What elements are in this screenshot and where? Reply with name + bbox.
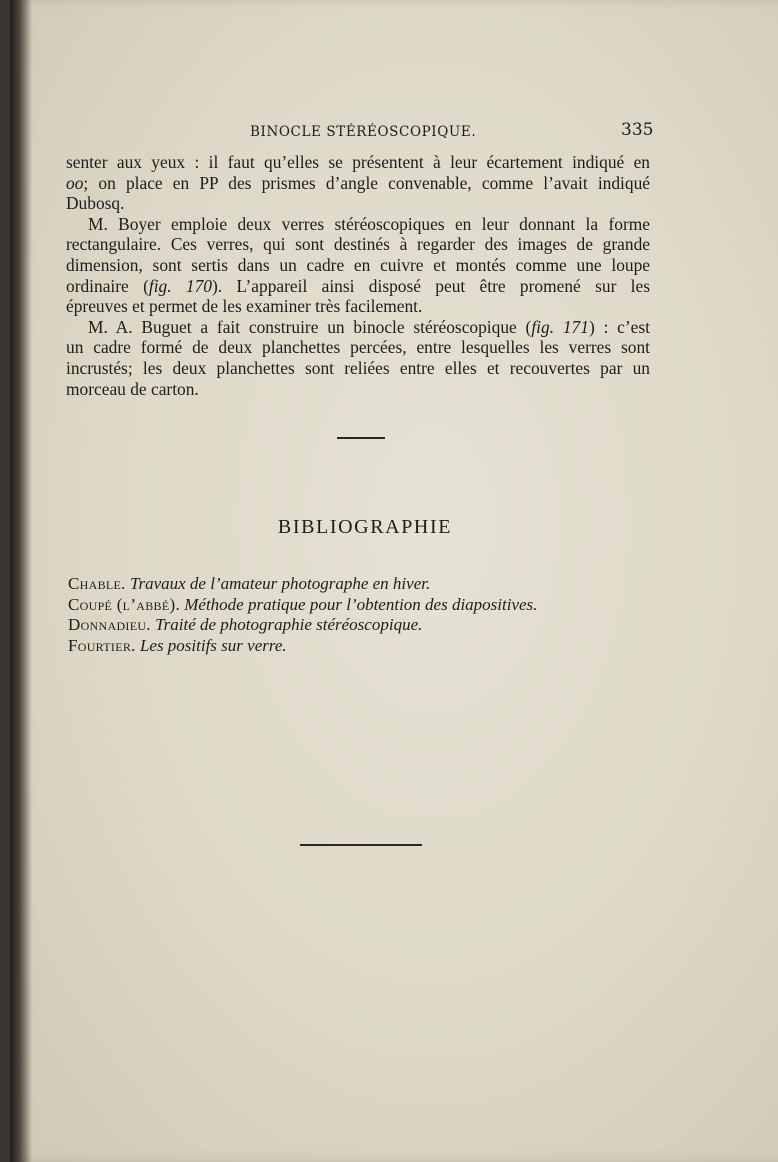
binding-shadow [10,0,32,1162]
bibliography-list [68,574,668,656]
end-rule [300,844,422,846]
figure-reference: fig. 170 [148,275,213,296]
entry-title: Traité de photographie stéréoscopique. [155,615,423,634]
bibliography-entry [68,574,668,595]
text-line [66,173,650,194]
paragraph-3 [66,317,650,399]
text-line: épreuves et permet de les examiner très facilement. [66,296,423,317]
text-line [66,317,650,338]
paragraph-1 [66,152,650,214]
page-number: 335 [621,120,654,140]
paragraph-2 [66,214,650,317]
bibliography-entry [68,595,668,616]
entry-title: Méthode pratique pour l’obtention des diapositives. [184,594,538,614]
book-page [10,0,778,1162]
text-line: M. Boyer emploie deux verres stéréoscopiques en leur donnant la forme [88,213,650,234]
text-fragment: ) : c’est [588,316,650,337]
entry-title: Les positifs sur verre. [139,635,287,655]
entry-title: Travaux de l’amateur photographe en hiver. [129,574,431,593]
entry-author: Chable. [68,574,126,593]
italic-term: oo [66,172,84,193]
text-fragment: ordinaire ( [66,275,149,296]
section-divider [337,437,385,439]
text-line: rectangulaire. Ces verres, qui sont destinés à regarder des images de grande [66,234,650,255]
text-fragment: ; on place en PP des prismes d’angle convenable, comme l’avait indiqué [83,172,650,193]
text-line: incrustés; les deux planchettes sont reliées entre elles et recouvertes par un [66,357,650,378]
entry-author: Donnadieu. [68,615,151,634]
bibliography-entry [68,615,668,636]
entry-author: Coupé (l’abbé). [68,594,180,614]
entry-author: Fourtier. [68,635,136,655]
text-fragment: M. A. Buguet a fait construire un binocle stéréoscopique ( [88,316,532,337]
running-head [10,118,778,146]
figure-reference: fig. 171 [531,316,589,337]
text-line: un cadre formé de deux planchettes percées, entre lesquelles les verres sont [66,337,650,358]
bibliography-heading: BIBLIOGRAPHIE [277,516,453,538]
text-line [66,276,650,297]
text-line: dimension, sont sertis dans un cadre en cuivre et montés comme une loupe [66,254,650,275]
running-head-title: BINOCLE STÉRÉOSCOPIQUE. [250,124,477,140]
bibliography-entry [68,636,668,657]
text-line: senter aux yeux : il faut qu’elles se présentent à leur écartement indiqué en [66,152,650,172]
text-line: morceau de carton. [66,378,199,399]
text-line: Dubosq. [66,193,125,214]
body-text [66,152,650,399]
text-fragment: ). L’appareil ainsi disposé peut être promené sur les [212,275,650,296]
